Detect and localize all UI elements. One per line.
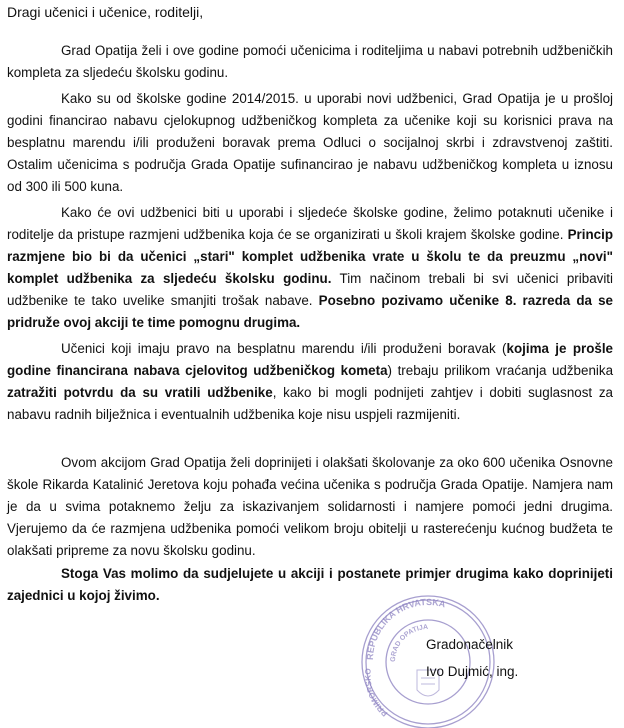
exchange-text-mid: Tim načinom trebali bi svi učenici pribaviti udžbenike te tako uvelike smanjiti trošak nabave. [7,271,614,308]
free-meals-text-intro: Učenici koji imaju pravo na besplatnu marendu i/ili produženi boravak ( [61,341,507,356]
signature-title: Gradonačelnik [426,637,514,652]
exchange-principle: Princip razmjene bio bi da učenici „stari" komplet udžbenika vrate u školu te da preuzmu „novi" komplet udžbenika za sljedeću školsku godinu. [7,227,613,286]
free-meals-note: kojima je prošle godine financirana nabava cjelovitog udžbeničkog kometa [7,341,614,378]
free-meals-text-mid: ) trebaju prilikom vraćanja udžbenika [387,363,614,378]
greeting: Dragi učenici i učenice, roditelji, [7,4,204,20]
stamp-text-inner: GRAD OPATIJA [389,623,429,663]
free-meals-text-end: , kako bi mogli podnijeti zahtjev i dobiti suglasnost za nabavu radnih bilježnica i eventualnih udžbenika koje nisu uspjeli razmijeniti. [7,385,613,422]
signature-name: Ivo Dujmić, ing. [426,664,519,679]
svg-text:GRAD OPATIJA [390,624,428,662]
paragraph-exchange [7,202,613,334]
paragraph-background: Kako su od školske godine 2014/2015. u uporabi novi udžbenici, Grad Opatija je u prošloj godini financirao nabavu cjelokupnog udžbeničkog kompleta za učenike koji su korisnici prava na besplatnu marendu i/ili produženi boravak prema Odluci o socijalnoj skrbi i zdravstvenoj zaštiti. Ostalim učenicima s područja Grada Opatije sufinancirao je nabavu udžbeničkog kompleta u iznosu od 300 ili 500 kuna. [7,91,613,194]
paragraph-closing-appeal: Stoga Vas molimo da sudjelujete u akciji i postanete primjer drugima kako doprinijeti zajednici u kojoj živimo. [7,566,613,603]
paragraph-intro: Grad Opatija želi i ove godine pomoći učenicima i roditeljima u nabavi potrebnih udžbeničkih kompleta za sljedeću školsku godinu. [7,43,613,80]
exchange-invitation: Posebno pozivamo učenike 8. razreda da se pridruže ovoj akciji te time pomognu drugima. [7,293,613,330]
stamp-text-left: PRIMORSKO [363,668,390,719]
paragraph-free-meals [7,338,613,426]
paragraph-goal: Ovom akcijom Grad Opatija želi doprinijeti i olakšati školovanje za oko 600 učenika Osnovne škole Rikarda Katalinić Jeretova koju pohađa većina učenika s područja Grada Opatije. Namjera nam je da u svima potaknemo želju za iskazivanjem solidarnosti i namjere pomoći jedni drugima. Vjerujemo da će razmjena udžbenika pomoći velikom broju obitelji u rasterećenju kućnog budžeta te olakšati pripreme za novu školsku godinu. [7,455,613,558]
free-meals-request: zatražiti potvrdu da su vratili udžbenike [7,385,273,400]
stamp-text-top: REPUBLIKA HRVATSKA [364,596,447,661]
svg-text:PRIMORSKO [363,668,389,718]
city-seal-stamp [343,578,513,728]
exchange-text-intro: Kako će ovi udžbenici biti u uporabi i sljedeće školske godine, želimo potaknuti učenike i roditelje da pristupe razmjeni udžbenika koja će se organizirati u školi krajem školske godine. [7,205,613,242]
